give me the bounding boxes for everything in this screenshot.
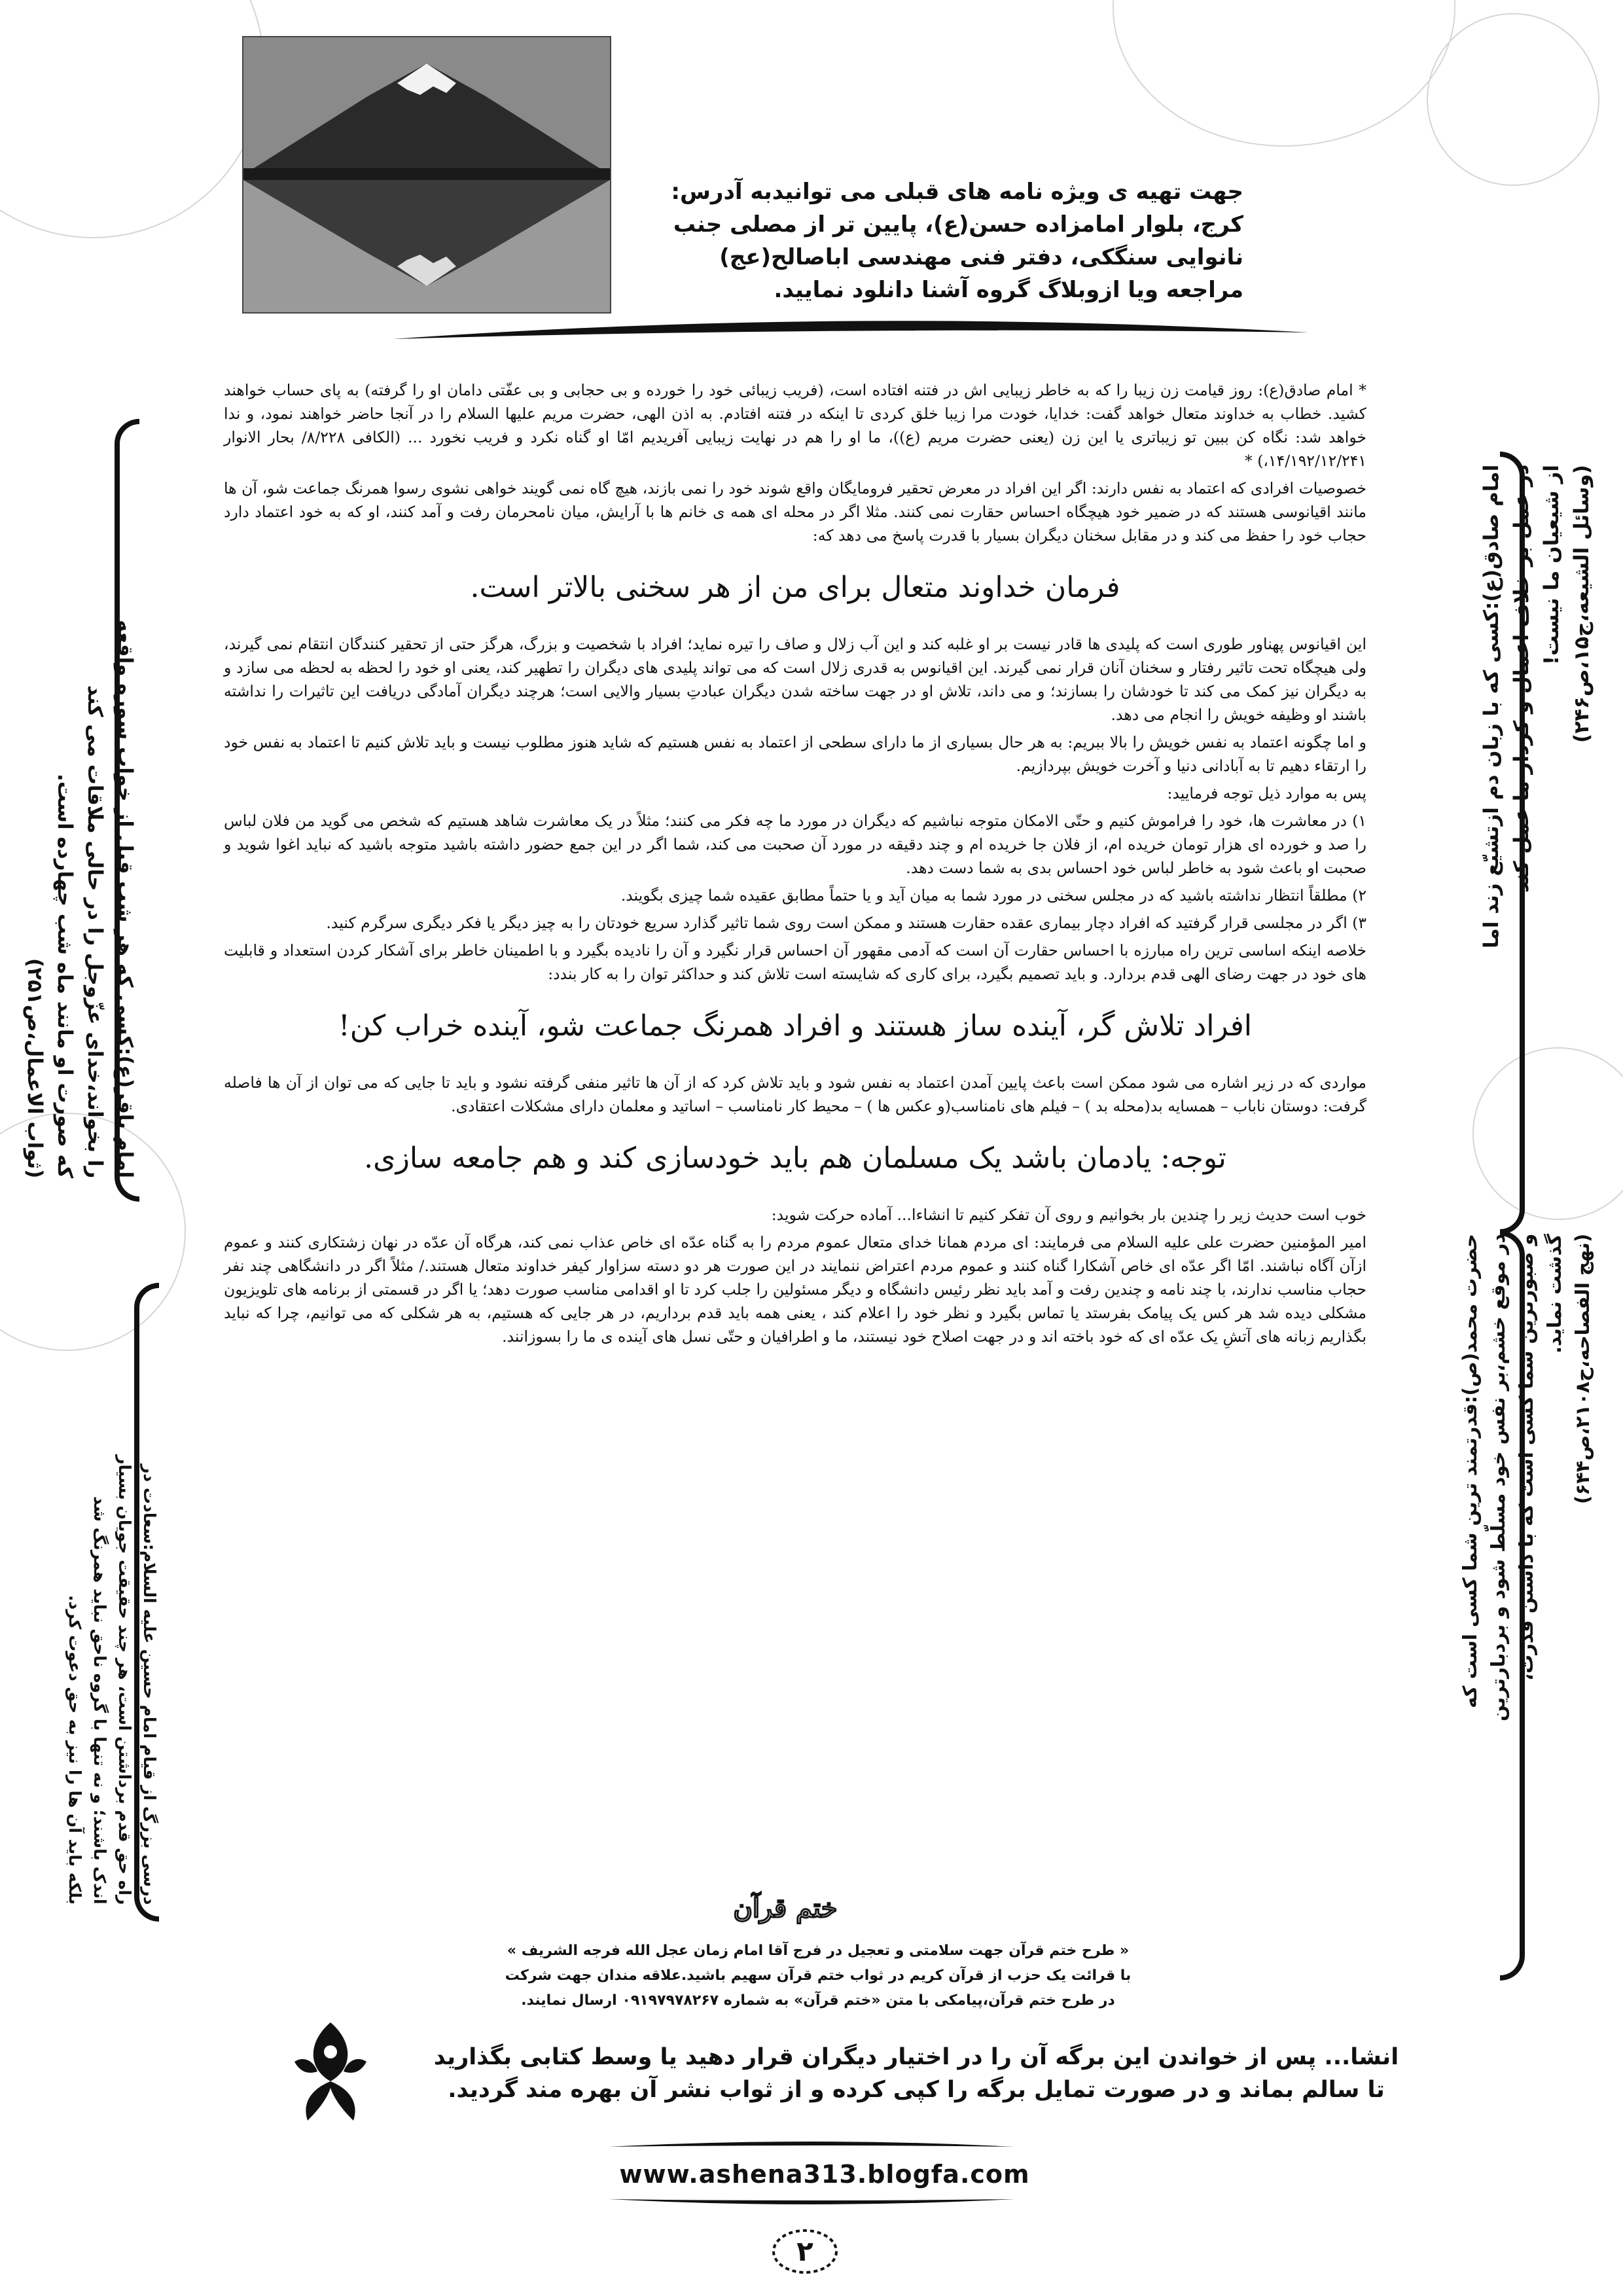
- khatm-line: با قرائت یک حزب از قرآن کریم در ثواب ختم قرآن سهیم باشید.علاقه مندان جهت شرکت: [505, 1967, 1132, 1984]
- sidebar-line: اندک باشند؛ و نه تنها با گروه ناحق نباید همرنگ شد: [90, 1496, 109, 1905]
- sidebar-line: حضرت محمد(ص):قدرتمند ترین شما کسی است که: [1459, 1234, 1481, 1708]
- footer-note-line: انشا... پس از خواندن این برگه آن را در اختیار دیگران قرار دهید یا وسط کتابی بگذارید: [433, 2044, 1399, 2070]
- sidebar-hadith-left-top: [20, 419, 140, 1178]
- page-number: [769, 2225, 841, 2278]
- sidebar-line: که صورت او مانند ماه شب چهارده است.: [53, 773, 77, 1178]
- article-paragraph: مواردی که در زیر اشاره می شود ممکن است باعث پایین آمدن اعتماد به نفس شود و باید تلاش کرد که از آن ها تاثیر منفی گرفته نشود و باید تا جایی که می توان از آن ها فاصله گرفت: دوستان ناباب – همسایه بد(محله بد ) – فیلم های نامناسب(و عکس ها ) – محیط کار نامناسب – اساتید و معلمان دارای مشکلات اعتقادی.: [224, 1073, 1366, 1115]
- sidebar-hadith-right-bottom: [1456, 1234, 1597, 1973]
- sidebar-line: گذشت نماید.: [1543, 1234, 1565, 1354]
- article-paragraph: پس به موارد ذیل توجه فرمایید:: [1167, 784, 1366, 802]
- sidebar-line: راه حق قدم برداشتن است، هر چند حقیقت جویان بسیار: [115, 1454, 134, 1905]
- article-paragraph: این اقیانوس پهناور طوری است که پلیدی ها قادر نیست بر او غلبه کند و این آب زلال و صاف را تیره نماید؛ افراد با شخصیت و بزرگ، هرگز حتی از تحقیر کنندگان انتقام نمی گیرند، ولی هیچگاه تحت تاثیر رفتار و سخنان آنان قرار نمی گیرند. این اقیانوس به قدری زلال است که می تواند پلیدی های دیگران را تطهیر کند، یعنی او خود را لحظه به لحظه می سازد و به دیگران نیز کمک می کند تا خودشان را بسازند؛ و می داند، تلاش او در جهت ساخته شدن دیگران عبادتِ بسیار والایی است؛ هرچند دیگران آمادگی دریافت این تاثیرات را نداشته باشند او وظیفه خویش را انجام می دهد.: [224, 635, 1366, 724]
- footer-divider: [609, 2194, 1014, 2207]
- address-line: کرج، بلوار امامزاده حسن(ع)، پایین تر از مصلی جنب: [673, 211, 1243, 238]
- sidebar-line: بلکه باید آن ها را نیز به حق دعوت کرد.: [65, 1594, 84, 1905]
- address-line: نانوایی سنگکی، دفتر فنی مهندسی اباصالح(عج): [719, 244, 1243, 270]
- page-number-text: ۲: [796, 2235, 813, 2267]
- decorative-swirl: [1113, 0, 1455, 147]
- sidebar-line: امام باقر(ع):کسی که هر شب قبل از خواب سوره واقعه: [113, 619, 137, 1178]
- address-line: مراجعه ویا ازوبلاگ گروه آشنا دانلود نمایید.: [774, 277, 1243, 303]
- article-paragraph: و اما چگونه اعتماد به نفس خویش را بالا ببریم: به هر حال بسیاری از ما دارای سطحی از اعتماد به نفس هستیم که شاید هنوز مطلوب نیست و باید تلاش کنیم تا اعتماد به نفس خود را ارتقاء دهیم تا به آبادانی دنیا و آخرت خویش بپردازیم.: [224, 733, 1366, 775]
- sidebar-line: در موقع خشم،بر نفس خود مسلّط شود و بردبارترین: [1487, 1234, 1509, 1722]
- article-paragraph: ۱) در معاشرت ها، خود را فراموش کنیم و حتّی الامکان متوجه نباشیم که دیگران در مورد ما چه فکر می کنند؛ مثلاً در یک معاشرت شاهد هستیم که شخص می گوید من فلان لباس را صد و خورده ای هزار تومان خریده ام، از فلان جا خریده ام و چند دقیقه در مورد آن صحبت می کند، شما اگر در این جمع حضور داشته باشید متوجه باشید که نباید اغوا شوید و صحبت او باعث شود به خاطر لباس خود احساس بدی به شما دست دهد.: [224, 812, 1366, 877]
- sidebar-line: (نهج الفصاحه،ح۲۱۰۸،ص۶۴۴): [1571, 1234, 1594, 1505]
- article-paragraph: امیر المؤمنین حضرت علی علیه السلام می فرمایند: ای مردم همانا خدای متعال عموم مردم را به گناه عدّه ای خاص عذاب نمی کند، هرگاه آن عدّه در نهان زشتکاری کنند و عموم ازآن آگاه نباشند. امّا اگر عدّه ای خاص آشکارا گناه کنند و عموم مردم اعتراض ننمایند در این صورت هر دو دسته سزاوار کیفر خداوند متعال هستند./ مثلاً اگر در دانشگاهی چند نفر حجاب مناسب ندارند، با چند نامه و چندین رفت و آمد باید نظر رئیس دانشگاه و دیگر مسئولین را جلب کرد تا او اقدامی مناسب صورت دهد؛ یا اگر در قسمتی از برنامه های تلویزیون مشکلی دیده شد هر کس یک پیامک بفرستد یا تماس بگیرد و نظر خود را اعلام کند ، یعنی همه باید قدم برداریم، در هر جایی که هستیم، به هر شکلی که می توانیم، چرا که نباید بگذاریم زبانه های آتشِ یک عدّه ای که خود باخته اند و در جهت اصلاح خود نیستند، ما و اطرافیان و حتّی نسل های آینده ی ما را بسوزانند.: [224, 1233, 1366, 1346]
- footer-divider: [609, 2139, 1014, 2152]
- footer-note-line: تا سالم بماند و در صورت تمایل برگه را کپی کرده و از ثواب نشر آن بهره مند گردید.: [448, 2077, 1385, 2103]
- khatm-quran-block: [353, 1939, 1283, 2013]
- header-address: [524, 175, 1243, 306]
- section-heading: افراد تلاش گر، آینده ساز هستند و افراد همرنگ جماعت شو، آینده خراب کن!: [338, 1009, 1252, 1043]
- header-swoosh-divider: [393, 313, 1309, 352]
- sidebar-line: درسی بزرگ از قیام امام حسین علیه السلام:سعادت در: [140, 1463, 159, 1905]
- blog-url: www.ashena313.blogfa.com: [619, 2160, 1030, 2189]
- sidebar-line: در عمل بر خلاف اعمال و کردار ما عمل کند: [1510, 465, 1533, 893]
- main-article: [224, 378, 1366, 1352]
- khatm-line: در طرح ختم قرآن،پیامکی با متن «ختم قرآن» به شماره ۰۹۱۹۷۹۷۸۲۶۷ ارسال نمایند.: [521, 1992, 1115, 2009]
- sidebar-line: را بخواند،خدای عزّوجل را در حالی ملاقات می کند: [83, 685, 107, 1178]
- floral-ornament-icon: [288, 2016, 373, 2127]
- sidebar-hadith-right-top: [1476, 465, 1597, 1230]
- sidebar-line: از شیعیان ما نیست!: [1540, 465, 1563, 665]
- decorative-swirl: [0, 0, 264, 238]
- address-line: جهت تهیه ی ویژه نامه های قبلی می توانیدبه آدرس:: [671, 179, 1243, 205]
- article-paragraph: خلاصه اینکه اساسی ترین راه مبارزه با احساس حقارت آن است که آدمی مقهور آن احساس قرار نگیرد و آن را نادیده بگیرد و با اطمینان خاطر برای آشکار کردن استعداد و قابلیت های خود در جهت رضای الهی قدم بردارد. و باید تصمیم بگیرد، برای کاری که شایسته است تلاش کند و حداکثر توان را به کار بندد:: [224, 941, 1366, 983]
- decorative-swirl: [1427, 13, 1599, 186]
- sidebar-line: امام صادق(ع):کسی که با زبان دم ازتشیّع زند اما: [1480, 465, 1503, 949]
- section-heading: فرمان خداوند متعال برای من از هر سخنی بالاتر است.: [470, 571, 1120, 604]
- sidebar-line: و صبورترین شما کسی است که با داشتن قدرت،: [1515, 1234, 1537, 1681]
- article-paragraph: خوب است حدیث زیر را چندین بار بخوانیم و روی آن تفکر کنیم تا انشاءا... آماده حرکت شوید:: [771, 1206, 1366, 1224]
- section-heading: توجه: یادمان باشد یک مسلمان هم باید خودسازی کند و هم جامعه سازی.: [364, 1141, 1226, 1175]
- sidebar-line: (وسائل الشیعه،ج۱۵،ص۲۴۶): [1570, 465, 1594, 743]
- sidebar-line: (ثواب الاعمال،ص۲۵۱): [23, 958, 46, 1178]
- khatm-line: « طرح ختم قرآن جهت سلامتی و تعجیل در فرج آقا امام زمان عجل الله فرجه الشریف »: [507, 1943, 1130, 1959]
- article-paragraph: ۳) اگر در مجلسی قرار گرفتید که افراد دچار بیماری عقده حقارت هستند و ممکن است روی شما تاثیر گذارد سریع خودتان را به چیز دیگر یا فکر دیگری سرگرم کنید.: [326, 914, 1366, 932]
- sidebar-hadith-left-bottom: [62, 1316, 162, 1905]
- footer-note: [386, 2041, 1446, 2106]
- article-paragraph: خصوصیات افرادی که اعتماد به نفس دارند: اگر این افراد در معرض تحقیر فرومایگان واقع شوند خود را نمی بازند، هیچ گاه نمی گویند خواهی نشوی رسوا همرنگ جماعت شو، آن ها مانند اقیانوسی هستند که در ضمیر خود هیچگاه احساس حقارت نمی کنند. مثلا اگر در محله ای همه ی خانم ها با آرایش، میان نامحرمان رفت و آمد کنند، او که به خود اعتماد دارد حجاب خود را حفظ می کند و در مقابل سخنان دیگران بسیار با قدرت پاسخ می دهد که:: [224, 479, 1366, 545]
- article-paragraph: ۲) مطلقاً انتظار نداشته باشید که در مجلس سخنی در مورد شما به میان آید و یا حتماً مطابق عقیده شما چیزی بگویند.: [620, 886, 1366, 905]
- article-paragraph: * امام صادق(ع): روز قیامت زن زیبا را که به خاطر زیبایی اش در فتنه افتاده است، (فریب زیبائی خود را خورده و بی حجابی و بی عفّتی دامان او را گرفته) به پای حساب خواهند کشید. خطاب به خداوند متعال خواهد گفت: خدایا، خودت مرا زیبا خلق کردی تا اینکه در فتنه افتادم. به اذن الهی، حضرت مریم علیها السلام را در آنجا حاضر خواهند نمود، و ندا خواهد شد: نگاه کن ببین تو زیباتری یا این زن (یعنی حضرت مریم (ع))، ما او را هم در نهایت زیبایی آفریدیم امّا او گناه نکرد و فریب نخورد ... (الکافی ۸/۲۲۸/ بحار الانوار ۱۴/۱۹۲/۱۲/۲۴۱،) *: [224, 381, 1366, 470]
- khatm-quran-title: ختم قرآن: [733, 1893, 838, 1924]
